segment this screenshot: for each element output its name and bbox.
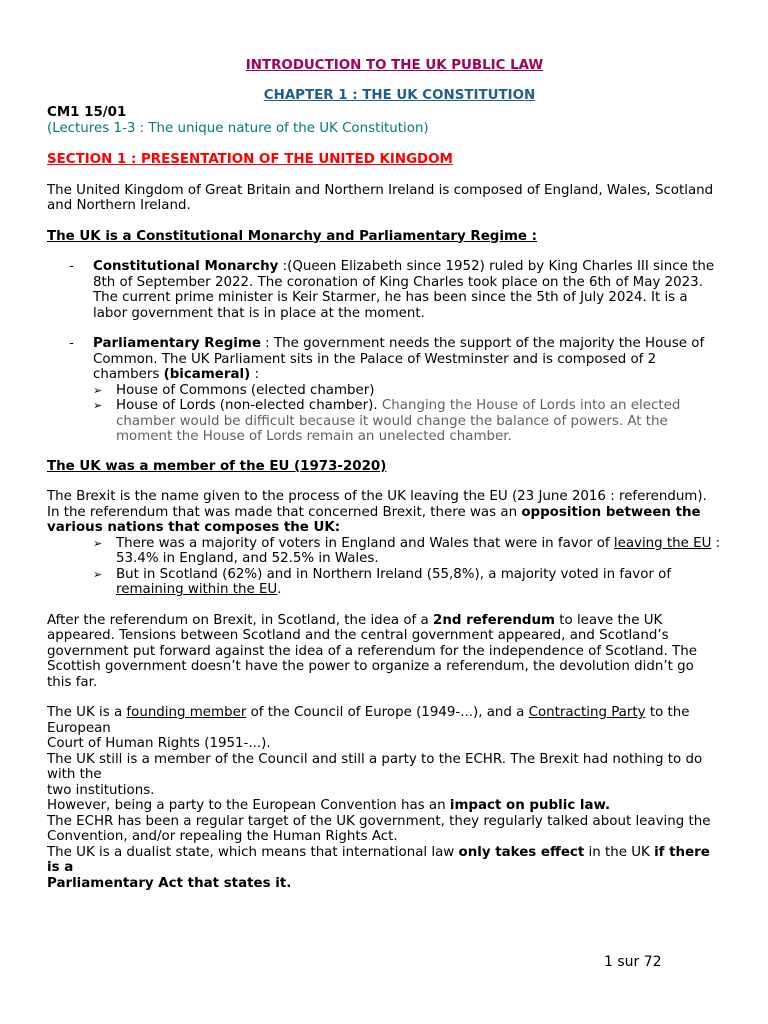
commons-item <box>47 383 722 399</box>
if-there-is-bold: if there is a <box>47 844 710 875</box>
council-line-5 <box>47 798 722 814</box>
lectures-subtitle: (Lectures 1-3 : The unique nature of the UK Constitution) <box>47 120 429 136</box>
arrow-bullet-icon: ➢ <box>93 383 103 397</box>
section-heading: SECTION 1 : PRESENTATION OF THE UNITED KINGDOM <box>47 152 453 167</box>
brexit-paragraph-1: The Brexit is the name given to the process of the UK leaving the EU (23 June 2016 : referendum). <box>47 489 707 504</box>
lords-item <box>47 398 722 445</box>
arrow-bullet-icon: ➢ <box>93 536 103 550</box>
parliament-label: Parliamentary Regime <box>93 336 261 351</box>
parliament-item <box>47 336 722 383</box>
contracting-party-text: Contracting Party <box>528 705 646 720</box>
bicameral-label: (bicameral) <box>163 367 251 382</box>
founding-member-text: founding member <box>126 705 247 720</box>
monarchy-label: Constitutional Monarchy <box>93 259 279 274</box>
bullet-1-underlined: leaving the EU <box>613 535 712 551</box>
brexit-p2-text: In the referendum that was made that concerned Brexit, there was an <box>47 504 522 520</box>
scotland-text-a: After the referendum on Brexit, in Scotland, the idea of a <box>47 612 433 628</box>
parliament-text: : The government needs the support of the majority the House of Common. The UK Parliament sits in the Palace of Westminster and is composed of 2 chambers <box>93 336 705 382</box>
document-title: INTRODUCTION TO THE UK PUBLIC LAW <box>245 58 544 73</box>
bullet-1-end: : 53.4% in England, and 52.5% in Wales. <box>116 535 721 566</box>
brexit-paragraph-2 <box>47 505 722 536</box>
council-text-n: in the UK <box>584 844 655 860</box>
lords-note: Changing the House of Lords into an elected chamber would be difficult because it would change the balance of powers. At the moment the House of Lords remain an unelected chamber. <box>116 398 681 444</box>
council-line-1 <box>47 705 722 736</box>
brexit-bullet-2 <box>47 567 722 598</box>
intro-paragraph: The United Kingdom of Great Britain and Northern Ireland is composed of England, Wales, Scotland and Northern Ireland. <box>47 182 714 213</box>
monarchy-heading: The UK is a Constitutional Monarchy and Parliamentary Regime : <box>47 228 538 244</box>
scotland-paragraph <box>47 613 722 691</box>
only-takes-effect-bold: only takes effect <box>458 844 585 860</box>
impact-bold: impact on public law. <box>449 798 611 813</box>
council-line-6: The ECHR has been a regular target of the UK government, they regularly talked about leaving the Convention, and/or repealing the Human Rights Act. <box>47 813 711 844</box>
scotland-text-c: to leave the UK appeared. Tensions between Scotland and the central government appeared, and Scotland’s government put forward against the idea of a referendum for the independence of Scotland. The Scottish government doesn’t have the power to organize a referendum, the devolution didn’t go this far. <box>47 612 697 690</box>
parliamentary-act-bold: Parliamentary Act that states it. <box>47 875 292 891</box>
chapter-heading: CHAPTER 1 : THE UK CONSTITUTION <box>263 87 536 103</box>
arrow-bullet-icon: ➢ <box>93 399 103 412</box>
eu-heading: The UK was a member of the EU (1973-2020) <box>47 458 387 474</box>
council-line-7 <box>47 845 722 876</box>
council-text-l: The UK is a dualist state, which means that international law <box>47 844 459 860</box>
council-line-4: two institutions. <box>47 782 155 798</box>
arrow-bullet-icon: ➢ <box>93 567 103 581</box>
brexit-bullet-1 <box>47 536 722 567</box>
monarchy-item <box>47 259 722 321</box>
bullet-2-text: But in Scotland (62%) and in Northern Ireland (55,8%), a majority voted in favor of <box>116 566 672 582</box>
council-text-i: However, being a party to the European Convention has an <box>47 798 450 813</box>
council-text-a: The UK is a <box>47 705 127 720</box>
council-text-e: to the European <box>47 705 690 736</box>
session-code: CM1 15/01 <box>47 105 127 120</box>
brexit-p2-bold: opposition between the various nations that composes the UK: <box>47 504 701 535</box>
bullet-2-end: . <box>277 582 282 597</box>
council-line-3: The UK still is a member of the Council and still a party to the ECHR. The Brexit had nothing to do with the <box>47 751 703 782</box>
bullet-1-text: There was a majority of voters in England and Wales that were in favor of <box>116 535 614 551</box>
commons-text: House of Commons (elected chamber) <box>116 382 375 398</box>
dash-bullet: - <box>69 259 74 274</box>
document-page <box>47 58 722 891</box>
bullet-2-underlined: remaining within the EU <box>116 582 278 597</box>
council-text-c: of the Council of Europe (1949-...), and a <box>246 705 529 720</box>
council-line-2: Court of Human Rights (1951-...). <box>47 736 271 751</box>
page-number: 1 sur 72 <box>604 954 662 970</box>
dash-bullet: - <box>69 336 74 351</box>
lords-text: House of Lords (non-elected chamber). <box>116 398 382 413</box>
scotland-bold: 2nd referendum <box>433 612 555 628</box>
council-line-8 <box>47 876 722 892</box>
parliament-colon: : <box>250 367 260 382</box>
monarchy-text: :(Queen Elizabeth since 1952) ruled by King Charles III since the 8th of September 2022. The coronation of King Charles took place on the 6th of May 2023. The current prime minister is Keir Starmer, he has been since the 5th of July 2024. It is a labor government that is in place at the moment. <box>93 259 715 321</box>
